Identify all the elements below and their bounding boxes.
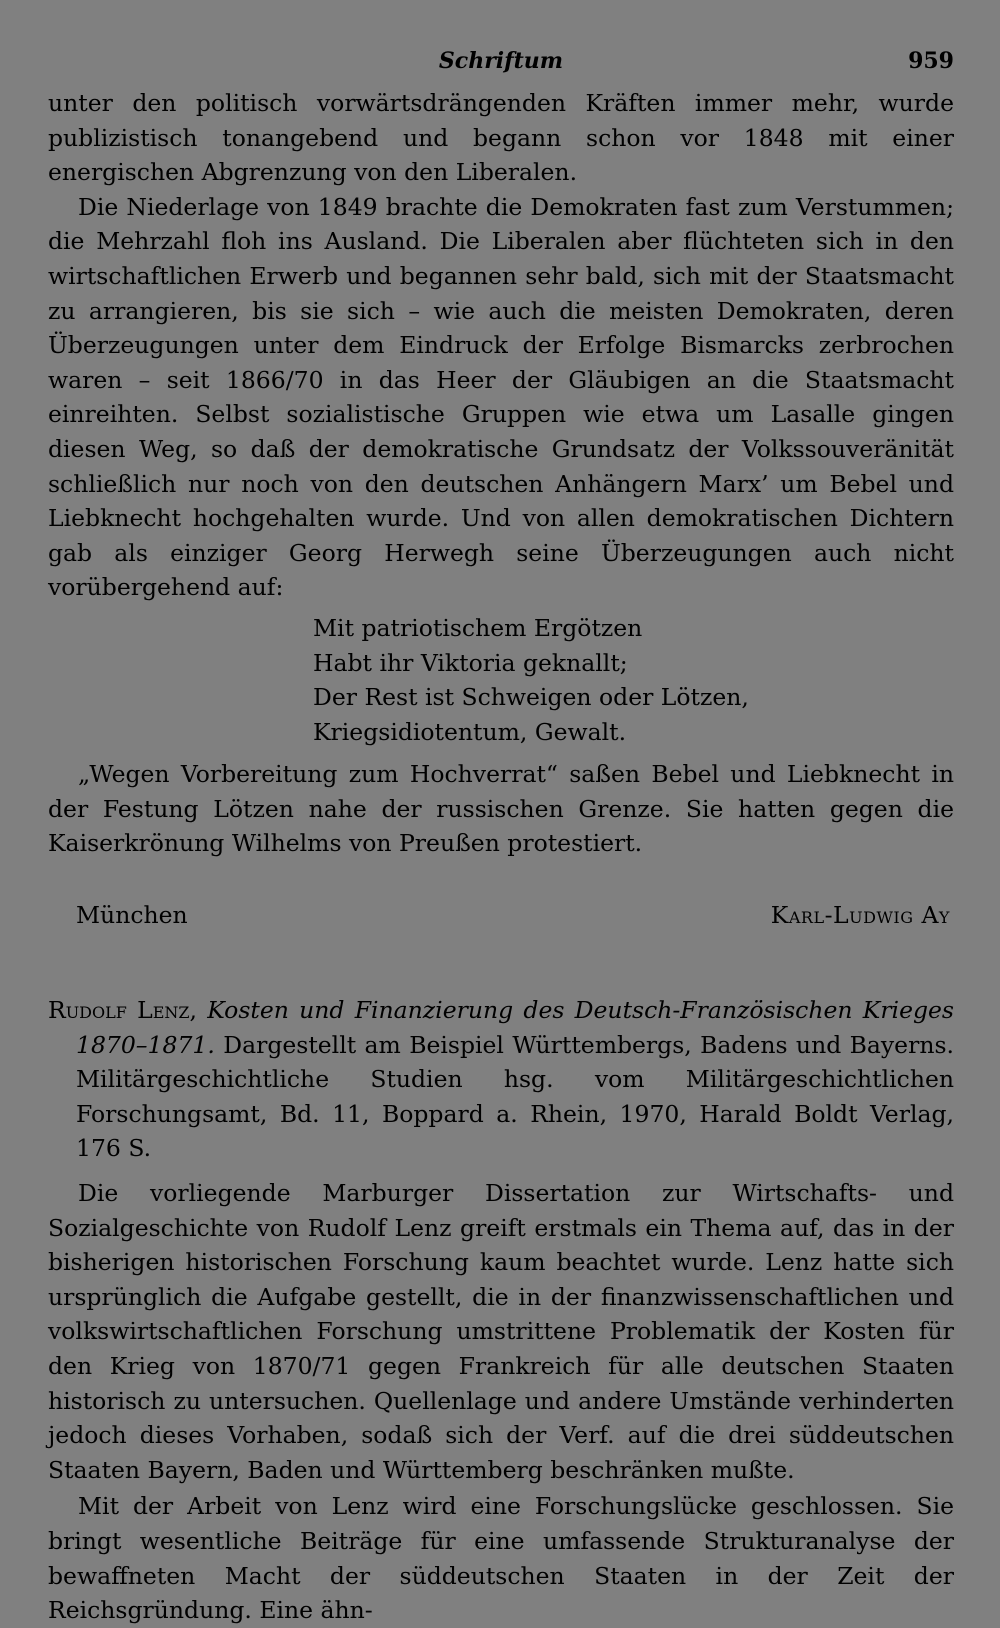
paragraph: Die vorliegende Marburger Dissertation zur Wirtschafts- und Sozialgeschichte von Rudolf Lenz greift erstmals ein Thema auf, das in der bisherigen historischen Forschung kaum beachtet wurde. Lenz hatte sich ursprünglich die Aufgabe gestellt, die in der finanzwissenschaftlichen und volkswirtschaftlichen Forschung umstrittene Problematik der Kosten für den Krieg von 1870/71 gegen Frankreich für alle deutschen Staaten historisch zu untersuchen. Quellenlage und andere Umstände verhinderten jedoch dieses Vorhaben, sodaß sich der Verf. auf die drei süddeutschen Staaten Bayern, Baden und Württemberg beschränken mußte. [48,1179,954,1484]
poem-line: Habt ihr Viktoria geknallt; [313,648,628,677]
page-header [48,46,954,86]
book-page [48,46,954,1628]
paragraph: unter den politisch vorwärtsdrängenden Kräften immer mehr, wurde publizistisch tonangebend und begann schon vor 1848 mit einer energischen Abgrenzung von den Liberalen. [48,89,954,187]
article-text [48,86,954,861]
review-signature [48,901,954,929]
running-title: Schriftum [438,48,564,74]
paragraph: Mit der Arbeit von Lenz wird eine Forschungslücke geschlossen. Sie bringt wesentliche Beiträge für eine umfassende Strukturanalyse der bewaffneten Macht der süddeutschen Staaten in der Zeit der Reichsgründung. Eine ähn- [48,1492,954,1625]
poem-quote [313,611,954,749]
paragraph: Die Niederlage von 1849 brachte die Demokraten fast zum Verstummen; die Mehrzahl floh ins Ausland. Die Liberalen aber flüchteten sich in den wirtschaftlichen Erwerb und begannen sehr bald, sich mit der Staatsmacht zu arrangieren, bis sie sich – wie auch die meisten Demokraten, deren Überzeugungen unter dem Eindruck der Erfolge Bismarcks zerbrochen waren – seit 1866/70 in das Heer der Gläubigen an die Staatsmacht einreihten. Selbst sozialistische Gruppen wie etwa um Lasalle gingen diesen Weg, so daß der demokratische Grundsatz der Volkssouveränität schließlich nur noch von den deutschen Anhängern Marx’ um Bebel und Liebknecht hochgehalten wurde. Und von allen demokratischen Dichtern gab als einziger Georg Herwegh seine Überzeugungen auch nicht vorübergehend auf: [48,192,954,602]
review-citation [48,993,954,1166]
review-text [48,1176,954,1628]
signature-author: Karl-Ludwig Ay [770,901,950,930]
review-book-author: Rudolf Lenz, [48,996,197,1025]
poem-line: Mit patriotischem Ergötzen [313,613,643,642]
poem-line: Kriegsidiotentum, Gewalt. [313,717,627,746]
review-book-title: Kosten und Finanzierung des Deutsch-Französischen Krieges 1870–1871. [76,996,954,1059]
signature-place: München [76,901,188,930]
poem-line: Der Rest ist Schweigen oder Lötzen, [313,683,749,712]
paragraph: „Wegen Vorbereitung zum Hochverrat“ saßen Bebel und Liebknecht in der Festung Lötzen nahe der russischen Grenze. Sie hatten gegen die Kaiserkrönung Wilhelms von Preußen protestiert. [48,760,954,858]
page-number: 959 [908,48,954,74]
review-book-details: Dargestellt am Beispiel Württembergs, Badens und Bayerns. Militärgeschichtliche Studien hsg. vom Militärgeschichtlichen Forschungsamt, Bd. 11, Boppard a. Rhein, 1970, Harald Boldt Verlag, 176 S. [76,1030,954,1163]
